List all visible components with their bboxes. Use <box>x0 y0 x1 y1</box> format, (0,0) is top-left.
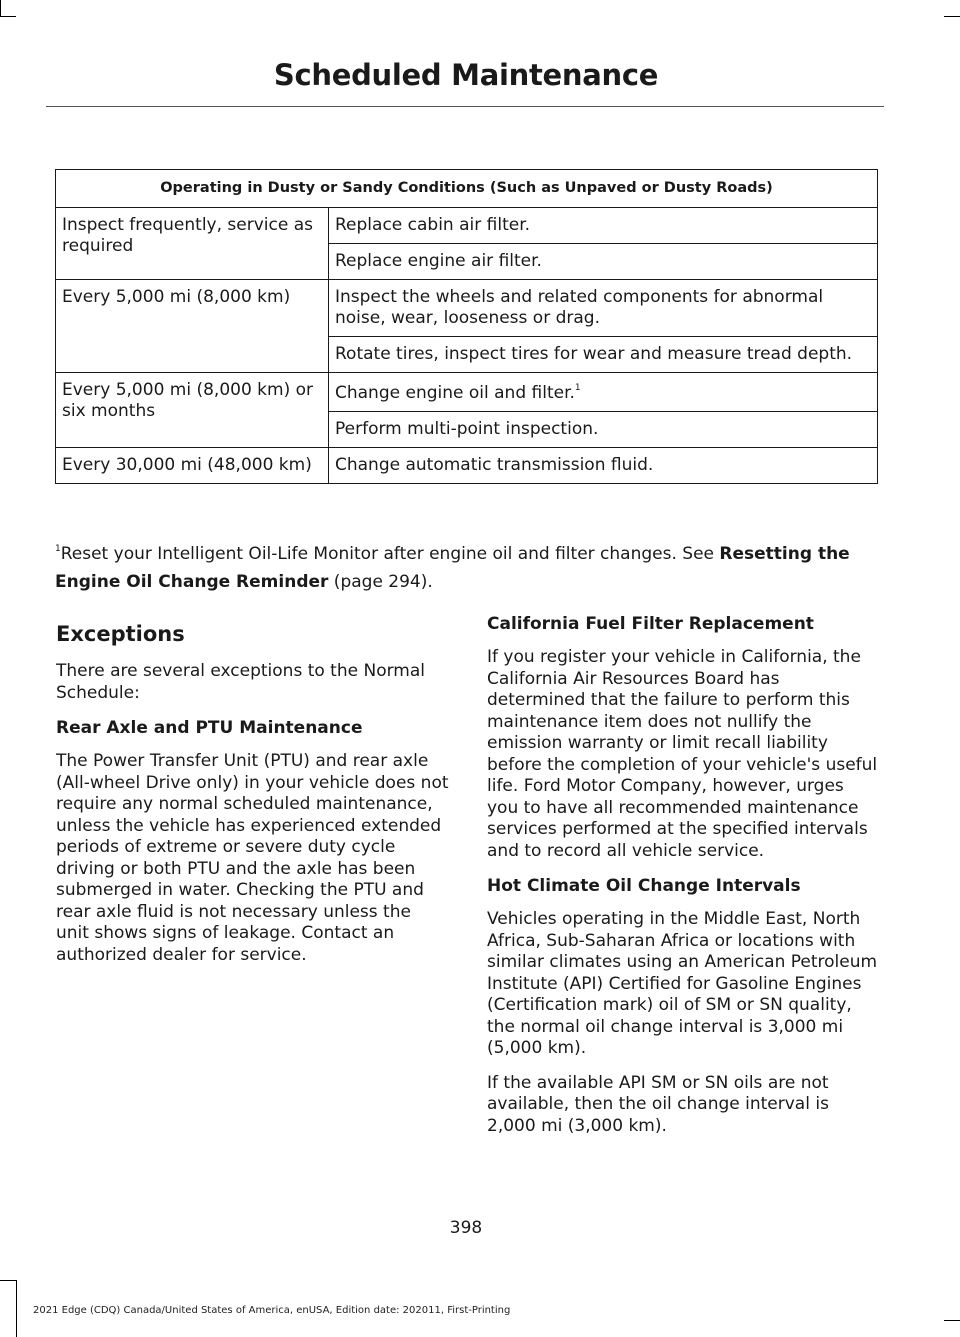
action-cell: Replace engine air filter. <box>329 244 878 280</box>
crop-mark-bottom-left <box>16 1280 17 1337</box>
action-cell: Replace cabin air filter. <box>329 208 878 244</box>
action-cell: Rotate tires, inspect tires for wear and measure tread depth. <box>329 337 878 373</box>
crop-mark-bottom-right <box>944 1320 960 1321</box>
table-header-row <box>56 170 878 208</box>
footer-edition-text: 2021 Edge (CDQ) Canada/United States of America, enUSA, Edition date: 202011, First-Printing <box>33 1305 511 1316</box>
hot-climate-body-2: If the available API SM or SN oils are not available, then the oil change interval is 2,000 mi (3,000 km). <box>487 1072 829 1136</box>
dusty-conditions-table <box>55 169 878 484</box>
title-divider <box>46 106 884 107</box>
footnote-mark: 1 <box>574 383 581 393</box>
hot-climate-heading: Hot Climate Oil Change Intervals <box>487 876 801 896</box>
right-column <box>487 613 880 1150</box>
exceptions-intro: There are several exceptions to the Normal Schedule: <box>56 661 425 703</box>
table-row <box>56 280 878 337</box>
page-number: 398 <box>449 1218 483 1238</box>
interval-cell: Every 30,000 mi (48,000 km) <box>56 448 329 484</box>
hot-climate-body-1: Vehicles operating in the Middle East, North Africa, Sub-Saharan Africa or locations with similar climates using an American Petroleum Institute (API) Certified for Gasoline Engines (Certification mark) oil of SM or SN quality, the normal oil change interval is 3,000 mi (5,000 km). <box>487 909 878 1058</box>
interval-cell: Inspect frequently, service as required <box>56 208 329 280</box>
page-title: Scheduled Maintenance <box>273 58 659 92</box>
interval-cell: Every 5,000 mi (8,000 km) <box>56 280 329 373</box>
footnote-page-ref: (page 294). <box>328 572 433 592</box>
california-body: If you register your vehicle in California, the California Air Resources Board has determined that the failure to perform this maintenance item does not nullify the emission warranty or limit recall liability before the completion of your vehicle's useful life. Ford Motor Company, however, urges you to have all recommended maintenance services performed at the specified intervals and to record all vehicle service. <box>487 647 878 861</box>
table-row <box>56 373 878 412</box>
table-footnote <box>55 540 885 596</box>
footnote-number: 1 <box>55 544 61 554</box>
table-row <box>56 448 878 484</box>
crop-mark-top-left <box>0 0 1 16</box>
action-cell: Change automatic transmission fluid. <box>329 448 878 484</box>
rear-axle-body: The Power Transfer Unit (PTU) and rear axle (All-wheel Drive only) in your vehicle does not require any normal scheduled maintenance, unless the vehicle has experienced extended periods of extreme or severe duty cycle driving or both PTU and the axle has been submerged in water. Checking the PTU and rear axle fluid is not necessary unless the unit shows signs of leakage. Contact an authorized dealer for service. <box>56 751 449 965</box>
crop-mark-bottom-left-h <box>0 1280 16 1281</box>
action-text: Change engine oil and filter. <box>335 383 575 403</box>
footnote-link[interactable]: Resetting the Engine Oil Change Reminder <box>55 544 850 592</box>
california-heading: California Fuel Filter Replacement <box>487 614 814 634</box>
table-row <box>56 208 878 244</box>
left-column <box>56 620 449 979</box>
table-heading: Operating in Dusty or Sandy Conditions (Such as Unpaved or Dusty Roads) <box>56 170 878 208</box>
crop-mark-top-right <box>944 16 960 17</box>
footnote-text: Reset your Intelligent Oil-Life Monitor after engine oil and filter changes. See <box>60 544 720 564</box>
crop-mark-top-left-h <box>0 16 16 17</box>
action-cell: Perform multi-point inspection. <box>329 412 878 448</box>
action-cell <box>329 373 878 412</box>
exceptions-heading: Exceptions <box>56 622 185 646</box>
interval-cell: Every 5,000 mi (8,000 km) or six months <box>56 373 329 448</box>
action-cell: Inspect the wheels and related components for abnormal noise, wear, looseness or drag. <box>329 280 878 337</box>
rear-axle-heading: Rear Axle and PTU Maintenance <box>56 718 363 738</box>
